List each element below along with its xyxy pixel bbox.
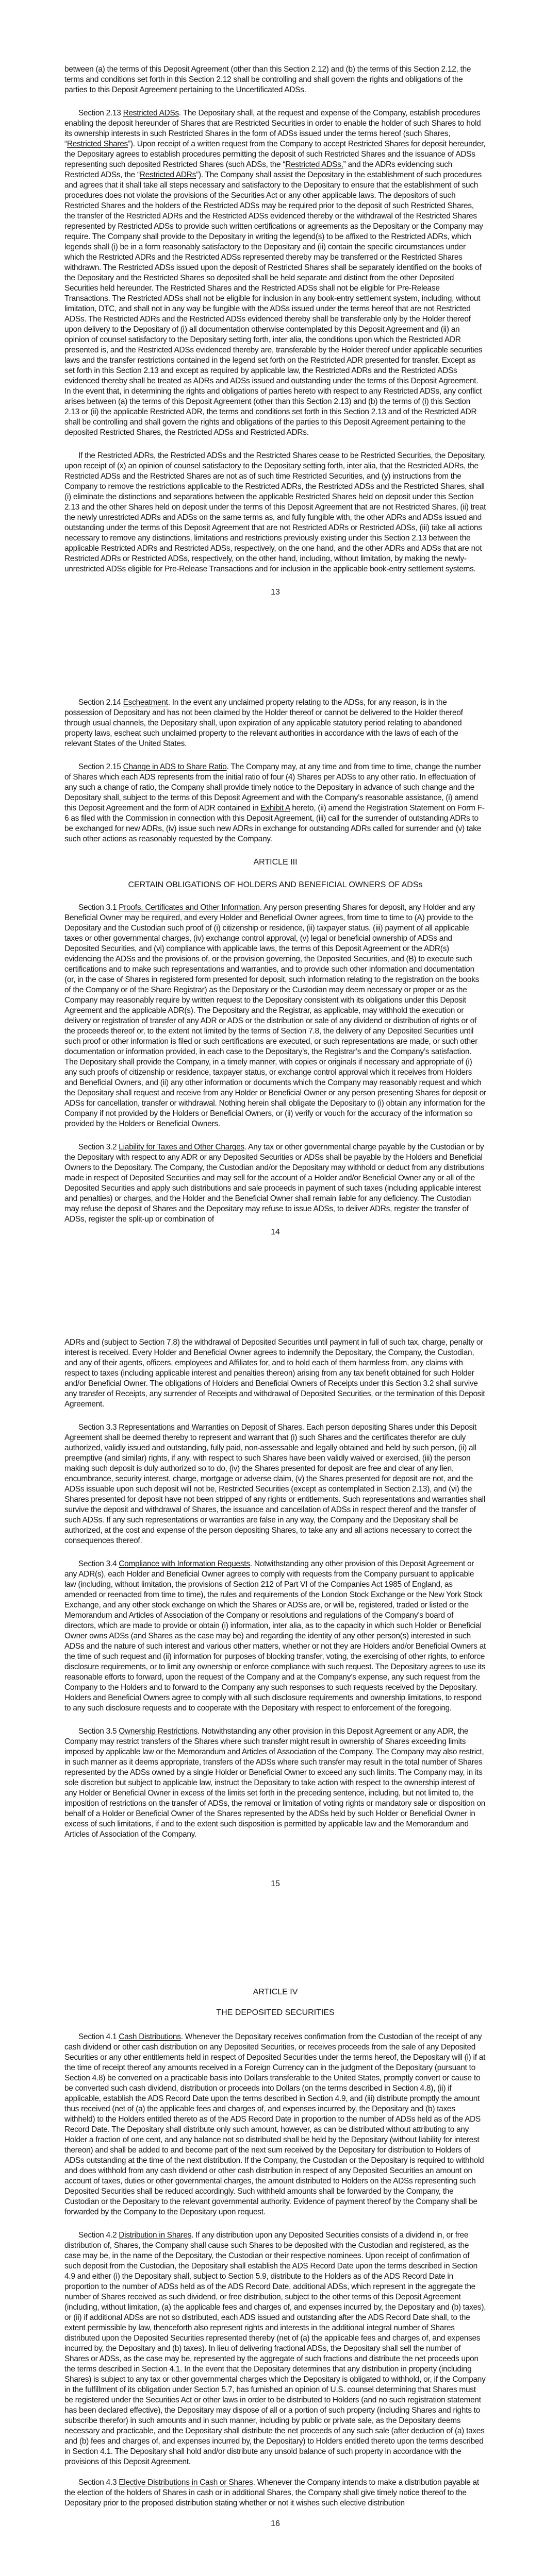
defined-term: Restricted ADRs <box>139 171 196 179</box>
section-heading: Compliance with Information Requests <box>119 1560 250 1568</box>
section-number: Section 3.4 <box>78 1560 117 1568</box>
section-number: Section 3.2 <box>78 1143 117 1151</box>
section-text: . If any distribution upon any Deposited Securities consists of a dividend in, or free distribution of, Shares, the Company shall cause such Shares to be deposited with the Custodian and registered, as the case may be, in the name of the Depositary, the Custodian or their respective nominees. Upon receipt of confirmation of such deposit from the Custodian, the Depositary shall establish the ADS Record Date upon the terms described in Section 4.9 and either (i) the Depositary shall, subject to Section 5.9, distribute to the Holders as of the ADS Record Date in proportion to the number of ADSs held as of the ADS Record Date, additional ADSs, which represent in the aggregate the number of Shares received as such dividend, or free distribution, subject to the other terms of this Deposit Agreement (including, without limitation, (a) the applicable fees and charges of, and expenses incurred by, the Depositary and (b) taxes), or (ii) if additional ADSs are not so distributed, each ADS issued and outstanding after the ADS Record Date shall, to the extent permissible by law, thenceforth also represent rights and interests in the additional integral number of Shares distributed upon the Deposited Securities represented thereby (net of (a) the applicable fees and charges of, and expenses incurred by, the Depositary and (b) taxes). In lieu of delivering fractional ADSs, the Depositary shall sell the number of Shares or ADSs, as the case may be, represented by the aggregate of such fractions and distribute the net proceeds upon the terms described in Section 4.1. In the event that the Depositary determines that any distribution in property (including Shares) is subject to any tax or other governmental charges which the Depositary is obligated to withhold, or, if the Company in the fulfillment of its obligation under Section 5.7, has furnished an opinion of U.S. counsel determining that Shares must be registered under the Securities Act or other laws in order to be distributed to Holders (and no such registration statement has been declared effective), the Depositary may dispose of all or a portion of such property (including Shares and rights to subscribe therefor) in such amounts and in such manner, including by public or private sale, as the Depositary deems necessary and practicable, and the Depositary shall distribute the net proceeds of any such sale (after deduction of (a) taxes and (b) fees and charges of, and expenses incurred by, the Depositary) to Holders entitled thereto upon the terms described in Section 4.1. The Depositary shall hold and/or distribute any unsold balance of such property in accordance with the provisions of this Deposit Agreement. <box>64 2231 486 2466</box>
section-heading: Representations and Warranties on Deposit of Shares <box>119 1423 302 1432</box>
section-number: Section 4.2 <box>78 2231 117 2240</box>
section-heading: Cash Distributions <box>119 2032 181 2041</box>
section-heading: Ownership Restrictions <box>119 1727 198 1736</box>
section-text: . The Depositary shall, at the request and expense of the Company, establish procedures enabling the deposit hereunder of Shares that are Restricted Securities in order to enable the holder of such Shares to hold its ownership interests in such Restricted Shares in the form of ADSs issued under the terms hereof (such Shares, “ <box>64 109 481 148</box>
section-heading: Liability for Taxes and Other Charges <box>119 1143 244 1151</box>
section-number: Section 4.1 <box>78 2032 117 2041</box>
section-2-12-continuation: between (a) the terms of this Deposit Agreement (other than this Section 2.12) and (b) the terms of this Section 2.12, the terms and conditions set forth in this Section 2.12 shall be controlling and shall govern the rights and obligations of the parties to this Deposit Agreement pertaining to the Uncertificated ADSs. <box>64 65 471 94</box>
article-title: THE DEPOSITED SECURITIES <box>216 2008 335 2017</box>
defined-term: Restricted Shares <box>67 140 128 148</box>
section-heading: Distribution in Shares <box>119 2231 192 2240</box>
section-text: . Any tax or other governmental charge payable by the Custodian or by the Depositary with respect to any ADR or any Deposited Securities or ADSs shall be payable by the Holders and Beneficial Owners to the Depositary. The Company, the Custodian and/or the Depositary may withhold or deduct from any distributions made in respect of Deposited Securities and may sell for the account of a Holder and/or Beneficial Owner any or all of the Deposited Securities and apply such distributions and sale proceeds in payment of such taxes (including applicable interest and penalties) or charges, and the Holder and the Beneficial Owner shall remain liable for any deficiency. The Custodian may refuse the deposit of Shares and the Depositary may refuse to issue ADSs, to deliver ADRs, register the transfer of ADSs, register the split-up or combination of <box>64 1143 485 1224</box>
section-number: Section 3.3 <box>78 1423 117 1432</box>
page-break <box>64 598 486 698</box>
page-break <box>64 1889 486 1987</box>
page-number: 13 <box>271 588 280 597</box>
section-text: ”). Upon receipt of a written request from the Company to accept Restricted Shares for deposit hereunder, the Depositary agrees to establish procedures permitting the deposit of such Restricted Shares and the issuance of ADSs representing such deposited Restricted Shares (such ADSs, the “ <box>64 140 486 169</box>
section-heading: Escheatment <box>123 698 168 707</box>
page-break <box>64 1238 486 1337</box>
section-text: . Notwithstanding any other provision in this Deposit Agreement or any ADR, the Company may restrict transfers of the Shares where such transfer might result in ownership of Shares exceeding limits imposed by applicable law or the Memorandum and Articles of Association of the Company. The Company may also restrict, in such manner as it deems appropriate, transfers of the ADSs where such transfer may result in the total number of Shares represented by the ADSs owned by a single Holder or Beneficial Owner to exceed any such limits. The Company may, in its sole discretion but subject to applicable law, instruct the Depositary to take action with respect to the ownership interest of any Holder or Beneficial Owner in excess of the limits set forth in the preceding sentence, including, but not limited to, the imposition of restrictions on the transfer of ADSs, the removal or limitation of voting rights or mandatory sale or disposition on behalf of a Holder or Beneficial Owner of the Shares represented by the ADSs held by such Holder or Beneficial Owner in excess of such limitations, if and to the extent such disposition is permitted by applicable law and the Memorandum and Articles of Association of the Company. <box>64 1727 486 1839</box>
section-4-3 <box>64 2478 486 2509</box>
section-text: ” and the ADRs evidencing such Restricted ADSs, the “ <box>64 160 453 179</box>
section-text: . Whenever the Depositary receives confirmation from the Custodian of the receipt of any cash dividend or other cash distribution on any Deposited Securities, or receives proceeds from the sale of any Deposited Securities or any other entitlements held in respect of Deposited Securities under the terms hereof, the Depositary will (i) if at the time of receipt thereof any amounts received in a Foreign Currency can in the judgment of the Depositary (pursuant to Section 4.8) be converted on a practicable basis into Dollars transferable to the United States, promptly convert or cause to be converted such cash dividend, distribution or proceeds into Dollars (on the terms described in Section 4.8), (ii) if applicable, establish the ADS Record Date upon the terms described in Section 4.9, and (iii) distribute promptly the amount thus received (net of (a) the applicable fees and charges of, and expenses incurred by, the Depositary and (b) taxes withheld) to the Holders entitled thereto as of the ADS Record Date in proportion to the number of ADSs held as of the ADS Record Date. The Depositary shall distribute only such amount, however, as can be distributed without attributing to any Holder a fraction of one cent, and any balance not so distributed shall be held by the Depositary (without liability for interest thereon) and shall be added to and become part of the next sum received by the Depositary for distribution to Holders of ADSs outstanding at the time of the next distribution. If the Company, the Custodian or the Depositary is required to withhold and does withhold from any cash dividend or other cash distribution in respect of any Deposited Securities an amount on account of taxes, duties or other governmental charges, the amount distributed to Holders on the ADSs representing such Deposited Securities shall be reduced accordingly. Such withheld amounts shall be forwarded by the Company, the Custodian or the Depositary to the relevant governmental authority. Evidence of payment thereof by the Company shall be forwarded by the Company to the Depositary upon request. <box>64 2032 486 2216</box>
section-text: ”). The Company shall assist the Depositary in the establishment of such procedures and agrees that it shall take all steps necessary and satisfactory to the Depositary to ensure that the establishment of such procedures does not violate the provisions of the Securities Act or any other applicable laws. The depositors of such Restricted Shares and the holders of the Restricted ADSs may be required prior to the deposit of such Restricted Shares, the transfer of the Restricted ADRs and the Restricted ADSs evidenced thereby or the withdrawal of the Restricted Shares represented by Restricted ADSs to provide such written certifications or agreements as the Depositary or the Company may require. The Company shall provide to the Depositary in writing the legend(s) to be affixed to the Restricted ADRs, which legends shall (i) be in a form reasonably satisfactory to the Depositary and (ii) contain the specific circumstances under which the Restricted ADRs and the Restricted ADSs represented thereby may be transferred or the Restricted Shares withdrawn. The Restricted ADSs issued upon the deposit of Restricted Shares shall be separately identified on the books of the Depositary and the Restricted Shares so deposited shall be held separate and distinct from the other Deposited Securities held hereunder. The Restricted Shares and the Restricted ADSs shall not be eligible for Pre-Release Transactions. The Restricted ADSs shall not be eligible for inclusion in any book-entry settlement system, including, without limitation, DTC, and shall not in any way be fungible with the ADSs issued under the terms hereof that are not Restricted ADSs. The Restricted ADRs and the Restricted ADSs evidenced thereby shall be transferable only by the Holder thereof upon delivery to the Depositary of (i) all documentation otherwise contemplated by this Deposit Agreement and (ii) an opinion of counsel satisfactory to the Depositary setting forth, inter alia, the conditions upon which the Restricted ADR presented is, and the Restricted ADSs evidenced thereby are, transferable by the Holder thereof under applicable securities laws and the transfer restrictions contained in the legend set forth on the Restricted ADR presented for transfer. Except as set forth in this Section 2.13 and except as required by applicable law, the Restricted ADRs and the Restricted ADSs evidenced thereby shall be treated as ADRs and ADSs issued and outstanding under the terms of this Deposit Agreement. In the event that, in determining the rights and obligations of parties hereto with respect to any Restricted ADSs, any conflict arises between (a) the terms of this Deposit Agreement (other than this Section 2.13) and (b) the terms of (i) this Section 2.13 or (ii) the applicable Restricted ADR, the terms and conditions set forth in this Section 2.13 and of the Restricted ADR shall be controlling and shall govern the rights and obligations of the parties to this Deposit Agreement pertaining to the deposited Restricted Shares, the Restricted ADSs and Restricted ADRs. <box>64 171 483 437</box>
section-text: hereto, (ii) amend the Registration Statement on Form F-6 as filed with the Commission in connection with this Deposit Agreement, (iii) call for the surrender of outstanding ADRs to be exchanged for new ADRs, (iv) issue such new ADRs in exchange for outstanding ADRs called for surrender and (v) take such other actions as reasonably requested by the Company. <box>64 804 485 843</box>
section-heading: Restricted ADSs <box>123 109 179 117</box>
article-label: ARTICLE IV <box>253 1988 298 1996</box>
section-text: . Whenever the Company intends to make a distribution payable at the election of the holders of Shares in cash or in additional Shares, the Company shall give timely notice thereof to the Depositary prior to the proposed distribution stating whether or not it wishes such elective distribution <box>64 2478 479 2507</box>
section-number: Section 3.5 <box>78 1727 117 1736</box>
page-number: 14 <box>271 1228 280 1236</box>
section-number: Section 2.14 <box>78 698 121 707</box>
section-number: Section 3.1 <box>78 903 117 912</box>
defined-term: Restricted ADSs, <box>285 160 343 169</box>
section-3-5 <box>64 1726 486 1840</box>
section-2-13-paragraph-2: If the Restricted ADRs, the Restricted ADSs and the Restricted Shares cease to be Restricted Securities, the Depositary, upon receipt of (x) an opinion of counsel satisfactory to the Depositary setting forth, inter alia, that the Restricted ADRs, the Restricted ADSs and the Restricted Shares are not as of such time Restricted Securities, and (y) instructions from the Company to remove the restrictions applicable to the Restricted ADRs, the Restricted ADSs and the Restricted Shares, shall (i) eliminate the distinctions and separations between the applicable Restricted Shares held on deposit under this Section 2.13 and the other Shares held on deposit under the terms of this Deposit Agreement that are not Restricted Shares, (ii) treat the newly unrestricted ADRs and ADSs on the same terms as, and fully fungible with, the other ADRs and ADSs issued and outstanding under the terms of this Deposit Agreement that are not Restricted ADRs or Restricted ADSs, (iii) take all actions necessary to remove any distinctions, limitations and restrictions previously existing under this Section 2.13 between the applicable Restricted ADRs and Restricted ADSs, respectively, on the one hand, and the other ADRs and ADSs that are not Restricted ADRs or Restricted ADSs, respectively, on the other hand, including, without limitation, by making the newly-unrestricted ADSs eligible for Pre-Release Transactions and for inclusion in the applicable book-entry settlement systems. <box>64 451 486 573</box>
page-number: 15 <box>271 1879 280 1888</box>
section-4-2 <box>64 2230 486 2467</box>
section-number: Section 2.15 <box>78 762 121 771</box>
section-3-2-continuation: ADRs and (subject to Section 7.8) the withdrawal of Deposited Securities until payment in full of such tax, charge, penalty or interest is received. Every Holder and Beneficial Owner agrees to indemnify the Depositary, the Company, the Custodian, and any of their agents, officers, employees and Affiliates for, and to hold each of them harmless from, any claims with respect to taxes (including applicable interest and penalties thereon) arising from any tax benefit obtained for such Holder and/or Beneficial Owner. The obligations of Holders and Beneficial Owners of Receipts under this Section 3.2 shall survive any transfer of Receipts, any surrender of Receipts and withdrawal of Deposited Securities, or the termination of this Deposit Agreement. <box>64 1338 485 1409</box>
section-2-15 <box>64 762 486 844</box>
section-3-1 <box>64 903 486 1129</box>
section-text: . The Company may, at any time and from time to time, change the number of Shares which each ADS represents from the initial ratio of four (4) Shares per ADSs to any other ratio. In effectuation of any such a change of ratio, the Company shall provide timely notice to the Depositary in advance of such change and the Depositary shall, subject to the terms of this Deposit Agreement and with the Company’s reasonable assistance, (i) amend this Deposit Agreement and the form of ADR contained in <box>64 762 481 812</box>
section-4-1 <box>64 2032 486 2217</box>
section-text: . Each person depositing Shares under this Deposit Agreement shall be deemed thereby to represent and warrant that (i) such Shares and the certificates therefor are duly authorized, validly issued and outstanding, fully paid, non-assessable and legally obtained and held by such person, (ii) all preemptive (and similar) rights, if any, with respect to such Shares have been validly waived or exercised, (iii) the person making such deposit is duly authorized so to do, (iv) the Shares presented for deposit are free and clear of any lien, encumbrance, security interest, charge, mortgage or adverse claim, (v) the Shares presented for deposit are not, and the ADSs issuable upon such deposit will not be, Restricted Securities (except as contemplated in Section 2.13), and (vi) the Shares presented for deposit have not been stripped of any rights or entitlements. Such representations and warranties shall survive the deposit and withdrawal of Shares, the issuance and cancellation of ADSs in respect thereof and the transfer of such ADSs. If any such representations or warranties are false in any way, the Company and the Depositary shall be authorized, at the cost and expense of the person depositing Shares, to take any and all actions necessary to correct the consequences thereof. <box>64 1423 485 1545</box>
section-3-3 <box>64 1422 486 1546</box>
section-heading: Change in ADS to Share Ratio <box>123 762 227 771</box>
section-number: Section 4.3 <box>78 2478 117 2487</box>
article-label: ARTICLE III <box>253 858 298 867</box>
section-heading: Proofs, Certificates and Other Information <box>119 903 260 912</box>
exhibit-reference: Exhibit A <box>260 804 290 812</box>
section-2-13 <box>64 108 486 438</box>
section-3-4 <box>64 1559 486 1714</box>
section-3-2 <box>64 1142 486 1225</box>
section-text: . Notwithstanding any other provision of this Deposit Agreement or any ADR(s), each Holder and Beneficial Owner agrees to comply with requests from the Company pursuant to applicable law (including, without limitation, the provisions of Section 212 of Part VI of the Companies Act 1985 of England, as amended or reenacted from time to time), the rules and requirements of the London Stock Exchange or the New York Stock Exchange, and any other stock exchange on which the Shares or ADSs are, or will be, registered, traded or listed or the Memorandum and Articles of Association of the Company or resolutions and regulations of the Company’s board of directors, which are made to provide or obtain (i) information, inter alia, as to the capacity in which such Holder or Beneficial Owner owns ADSs (and Shares as the case may be) and regarding the identity of any other person(s) interested in such ADSs and the nature of such interest and various other matters, whether or not they are Holders and/or Beneficial Owners at the time of such request and (ii) information for purposes of blocking transfer, voting, the exercising of other rights, to enforce disclosure requirements, or to limit any ownership or enforce compliance with such request. The Depositary agrees to use its reasonable efforts to forward, upon the request of the Company and at the Company’s expense, any such request from the Company to the Holders and to forward to the Company any such responses to such requests received by the Depositary. Holders and Beneficial Owners agree to comply with all such disclosure requirements and ownership limitations, to respond to any such disclosure requests and to cooperate with the Depositary with respect to enforcement of the foregoing. <box>64 1560 486 1713</box>
section-number: Section 2.13 <box>78 109 121 117</box>
section-text: . In the event any unclaimed property relating to the ADSs, for any reason, is in the possession of Depositary and has not been claimed by the Holder thereof or cannot be delivered to the Holder thereof through usual channels, the Depositary shall, upon expiration of any applicable statutory period relating to abandoned property laws, escheat such unclaimed property to the relevant authorities in accordance with the laws of each of the relevant States of the United States. <box>64 698 463 748</box>
page-number: 16 <box>271 2519 280 2528</box>
section-text: . Any person presenting Shares for deposit, any Holder and any Beneficial Owner may be required, and every Holder and Beneficial Owner agrees, from time to time to (A) provide to the Depositary and the Custodian such proof of (i) citizenship or residence, (ii) taxpayer status, (iii) payment of all applicable taxes or other governmental charges, (iv) exchange control approval, (v) legal or beneficial ownership of ADSs and Deposited Securities, and (vi) compliance with applicable laws, the terms of this Deposit Agreement or the ADR(s) evidencing the ADSs and the provisions of, or the provision governing, the Deposited Securities, and (B) to execute such certifications and to make such representations and warranties, and to provide such other information and documentation (or, in the case of Shares in registered form presented for deposit, such information relating to the registration on the books of the Company or of the Share Registrar) as the Depositary or the Custodian may deem necessary or proper or as the Company may reasonably require by written request to the Depositary consistent with its obligations under this Deposit Agreement and the applicable ADR(s). The Depositary and the Registrar, as applicable, may withhold the execution or delivery or registration of transfer of any ADR or ADS or the distribution or sale of any dividend or distribution of rights or of the proceeds thereof or, to the extent not limited by the terms of Section 7.8, the delivery of any Deposited Securities until such proof or other information is filed or such certifications are executed, or such representations are made, or such other documentation or information provided, in each case to the Depositary’s, the Registrar’s and the Company’s satisfaction. The Depositary shall provide the Company, in a timely manner, with copies or originals if necessary and appropriate of (i) any such proofs of citizenship or residence, taxpayer status, or exchange control approval which it receives from Holders and Beneficial Owners, and (ii) any other information or documents which the Company may reasonably request and which the Depositary shall request and receive from any Holder or Beneficial Owner or any person presenting Shares for deposit or ADSs for cancellation, transfer or withdrawal. Nothing herein shall obligate the Depositary to (i) obtain any information for the Company if not provided by the Holders or Beneficial Owners, or (ii) verify or vouch for the accuracy of the information so provided by the Holders or Beneficial Owners. <box>64 903 486 1128</box>
article-title: CERTAIN OBLIGATIONS OF HOLDERS AND BENEFICIAL OWNERS OF ADSs <box>128 880 423 889</box>
section-heading: Elective Distributions in Cash or Shares <box>119 2478 253 2487</box>
section-2-14 <box>64 698 486 749</box>
